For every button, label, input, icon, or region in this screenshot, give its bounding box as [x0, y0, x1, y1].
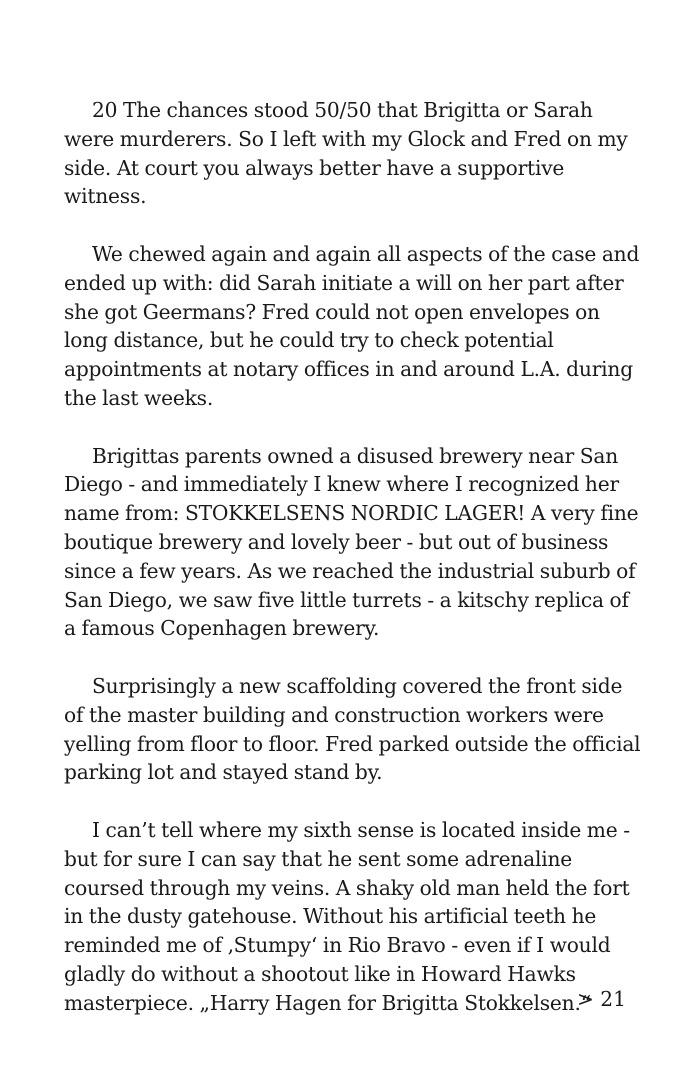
- paragraph-5: I can’t tell where my sixth sense is located inside me - but for sure I can say that he sent some adrenaline coursed through my veins. A shaky old man held the fort in the dusty gatehouse. Without his artificial teeth he reminded me of ‚Stumpy‘ in Rio Bravo - even if I would gladly do without a shootout like in Howard Hawks masterpiece. „Harry Hagen for Brigitta Stokkelsen.“: [64, 817, 630, 1015]
- paragraph-4: Surprisingly a new scaffolding covered the front side of the master building and construction workers were yelling from floor to floor. Fred parked outside the official parking lot and stayed stand by.: [64, 673, 641, 785]
- paragraph-1: 20 The chances stood 50/50 that Brigitta or Sarah were murderers. So I left with my Glock and Fred on my side. At court you always better have a supportive witness.: [64, 98, 628, 209]
- page-body: [64, 96, 644, 1018]
- paragraph-3: Brigittas parents owned a disused brewery near San Diego - and immediately I knew where I recognized her name from: STOKKELSENS NORDIC LAGER! A very fine boutique brewery and lovely beer - but out of business since a few years. As we reached the industrial suburb of San Diego, we saw five little turrets - a kitschy replica of a famous Copenhagen brewery.: [64, 443, 639, 641]
- page-number: > 21: [576, 987, 626, 1011]
- paragraph-2: We chewed again and again all aspects of the case and ended up with: did Sarah initiate a will on her part after she got Geermans? Fred could not open envelopes on long distance, but he could try to check potential appointments at notary offices in and around L.A. during the last weeks.: [64, 241, 640, 410]
